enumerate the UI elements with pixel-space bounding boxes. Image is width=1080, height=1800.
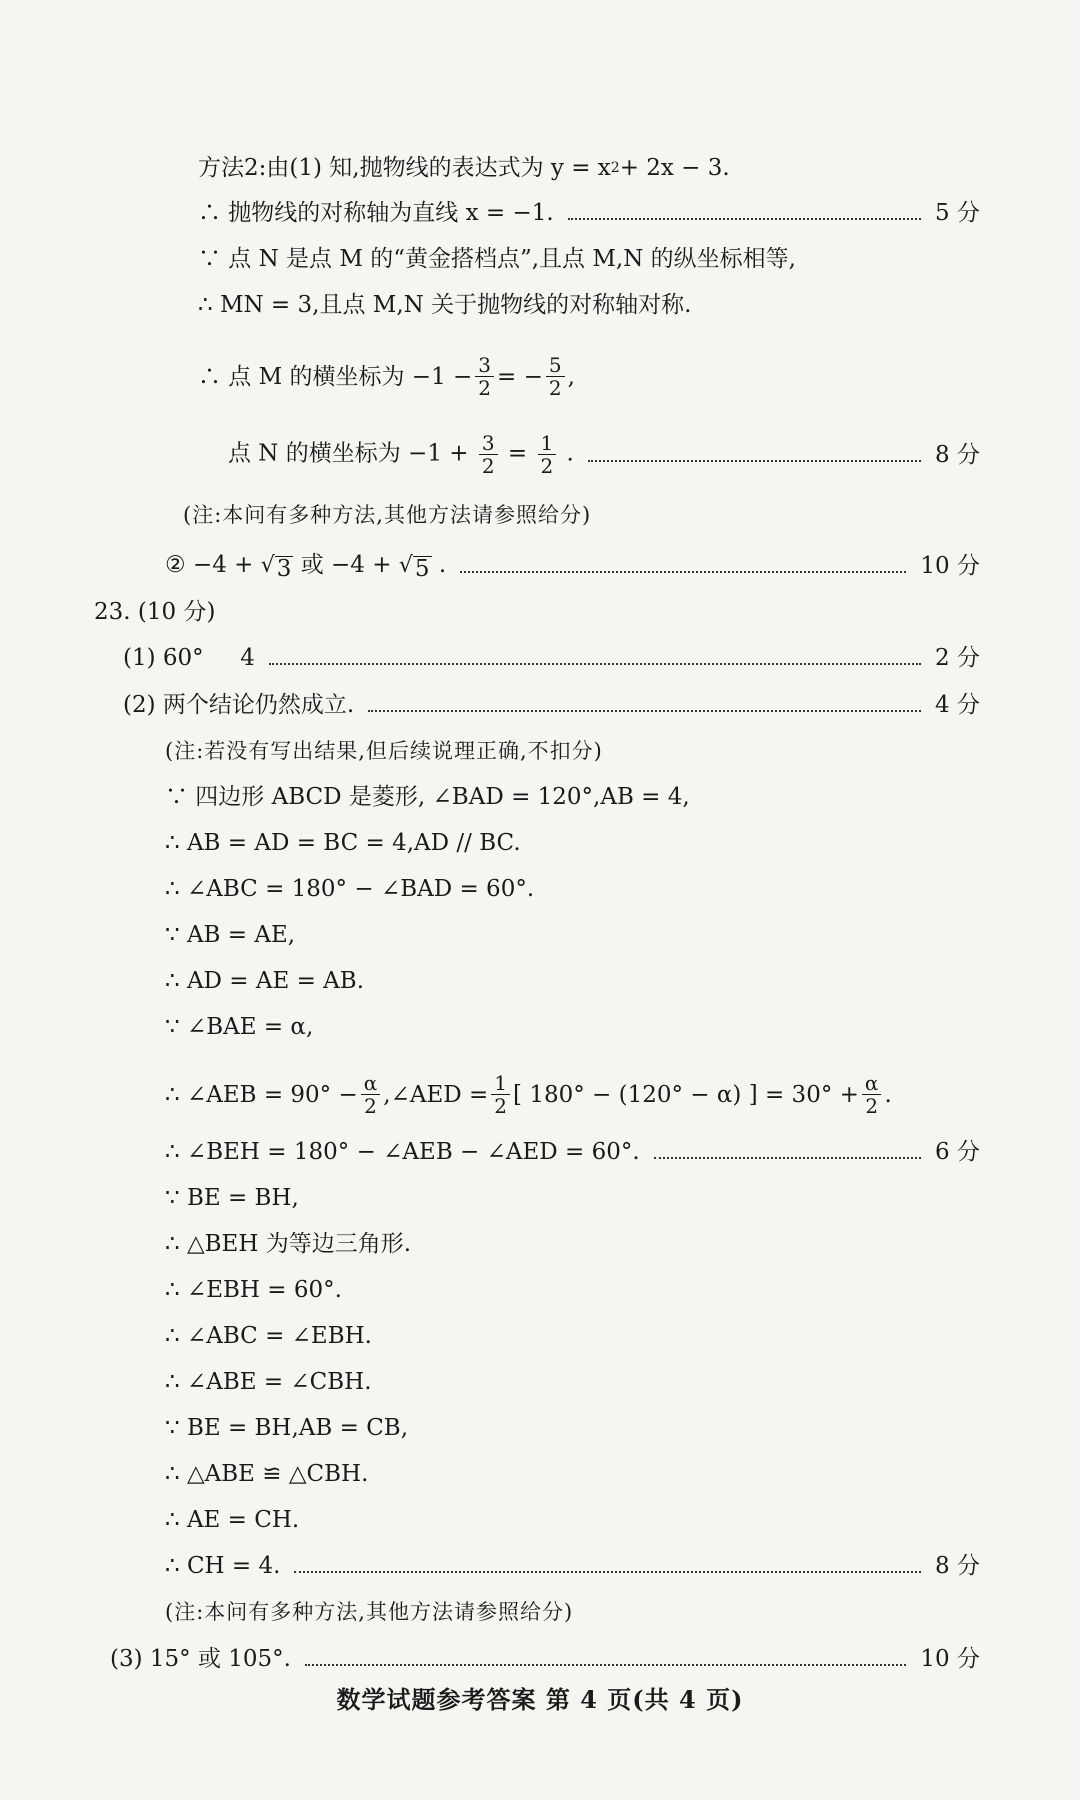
part2-answer: ② −4 + √ 3 或 −4 + √ 5 . 10 分: [165, 552, 980, 582]
proof-line: ∴ ∠ABE = ∠CBH.: [165, 1369, 372, 1395]
score: 10 分: [920, 552, 980, 579]
proof-line: ∴ △ABE ≌ △CBH.: [165, 1461, 369, 1487]
q23-part1: (1) 60° 4 2 分: [123, 645, 980, 671]
fraction: $\frac{\alpha}{2}$: [361, 1072, 381, 1117]
proof-line: ∴ △BEH 为等边三角形.: [165, 1231, 412, 1257]
q23-note2: (注:本问有多种方法,其他方法请参照给分): [165, 1600, 574, 1624]
score: 2 分: [935, 645, 980, 671]
leader-dots: [269, 663, 921, 665]
sqrt: √ 3: [260, 553, 292, 582]
method2-line5: ∴ 点 M 的横坐标为 −1 − $\frac{3}{2}$ = − $\frac{5}{2}$ ,: [198, 353, 575, 400]
leader-dots: [588, 460, 921, 462]
proof-line-fractions: ∴ ∠AEB = 90° − $\frac{\alpha}{2}$ ,∠AED = $\frac{1}{2}$ [ 180° − (120° − α) ] = 30° + $\frac{\alpha}{2}$ .: [165, 1071, 892, 1118]
proof-line: ∴ ∠ABC = 180° − ∠BAD = 60°.: [165, 876, 535, 902]
proof-line: ∴ AD = AE = AB.: [165, 968, 365, 994]
leader-dots: [654, 1157, 921, 1159]
score: 5 分: [935, 200, 980, 226]
proof-line: ∴ AB = AD = BC = 4,AD // BC.: [165, 830, 521, 856]
fraction: $\frac{\alpha}{2}$: [862, 1072, 882, 1117]
method2-line6: 点 N 的横坐标为 −1 + $\frac{3}{2}$ = $\frac{1}{2}$ . 8 分: [228, 431, 980, 478]
proof-line: ∴ AE = CH.: [165, 1507, 300, 1533]
method2-axis-line: ∴ 抛物线的对称轴为直线 x = −1. 5 分: [198, 200, 980, 226]
leader-dots: [568, 218, 921, 220]
score: 4 分: [935, 692, 980, 718]
q23-part3: (3) 15° 或 105°. 10 分: [110, 1646, 980, 1672]
proof-line-scored: ∴ ∠BEH = 180° − ∠AEB − ∠AED = 60°. 6 分: [165, 1139, 980, 1165]
leader-dots: [368, 710, 921, 712]
fraction: $\frac{5}{2}$: [546, 354, 565, 399]
q23-part2: (2) 两个结论仍然成立. 4 分: [123, 692, 980, 718]
q23-heading: 23. (10 分): [94, 599, 216, 625]
score: 8 分: [935, 1553, 980, 1579]
score: 8 分: [935, 441, 980, 468]
method2-line4: ∴ MN = 3,且点 M,N 关于抛物线的对称轴对称.: [198, 292, 692, 318]
leader-dots: [460, 571, 906, 573]
proof-line: ∴ ∠EBH = 60°.: [165, 1277, 342, 1303]
page-footer: 数学试题参考答案 第 4 页(共 4 页): [336, 1685, 744, 1714]
proof-line: ∵ BE = BH,: [165, 1185, 299, 1211]
method2-intro: 方法2:由(1) 知,抛物线的表达式为 y = x 2 + 2x − 3.: [198, 155, 730, 181]
sqrt: √ 5: [398, 553, 430, 582]
proof-line-scored: ∴ CH = 4. 8 分: [165, 1553, 980, 1579]
method2-note: (注:本问有多种方法,其他方法请参照给分): [183, 503, 592, 527]
score: 10 分: [920, 1646, 980, 1672]
proof-line: ∵ AB = AE,: [165, 922, 296, 948]
leader-dots: [305, 1664, 906, 1666]
fraction: $\frac{1}{2}$: [491, 1072, 510, 1117]
proof-line: ∵ ∠BAE = α,: [165, 1014, 314, 1040]
fraction: $\frac{3}{2}$: [475, 354, 494, 399]
fraction: $\frac{3}{2}$: [479, 432, 498, 477]
proof-line: ∵ 四边形 ABCD 是菱形, ∠BAD = 120°,AB = 4,: [165, 784, 690, 810]
q23-note1: (注:若没有写出结果,但后续说理正确,不扣分): [165, 739, 603, 763]
proof-line: ∵ BE = BH,AB = CB,: [165, 1415, 409, 1441]
score: 6 分: [935, 1139, 980, 1165]
proof-line: ∴ ∠ABC = ∠EBH.: [165, 1323, 372, 1349]
fraction: $\frac{1}{2}$: [538, 432, 557, 477]
method2-line3: ∵ 点 N 是点 M 的“黄金搭档点”,且点 M,N 的纵坐标相等,: [198, 246, 796, 272]
leader-dots: [294, 1571, 921, 1573]
